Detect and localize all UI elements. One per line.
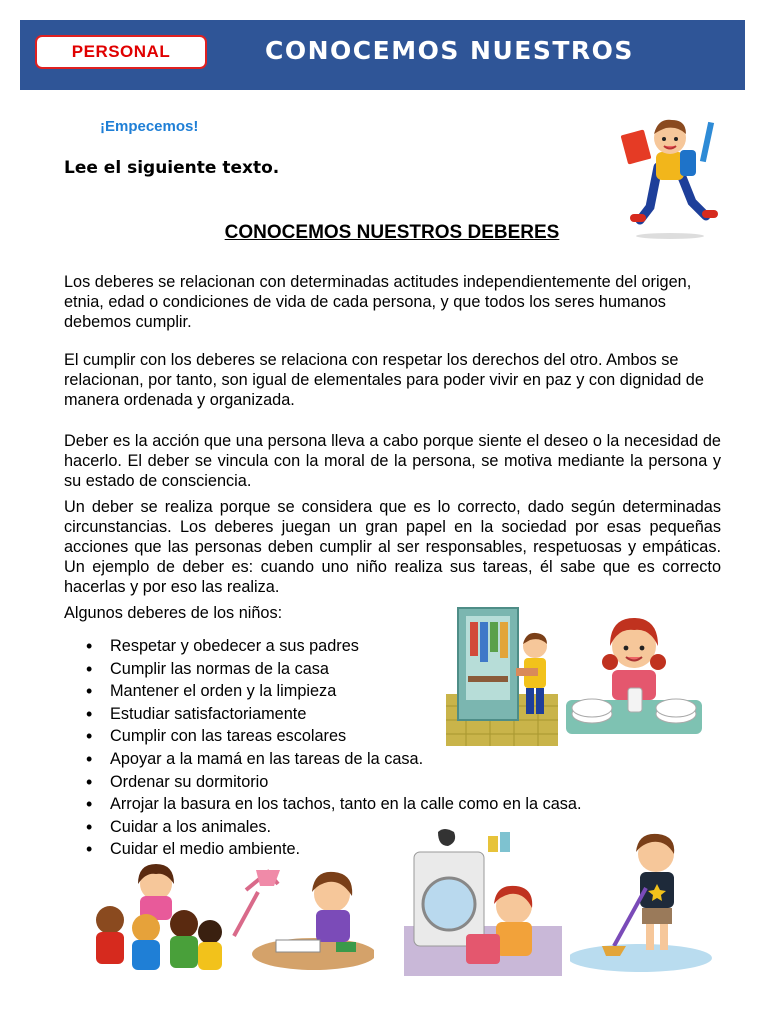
list-item: • Ordenar su dormitorio xyxy=(64,771,582,794)
subject-tag: PERSONAL xyxy=(35,35,207,69)
girl-washing-dishes-illustration xyxy=(566,610,702,744)
header-title: CONOCEMOS NUESTROS xyxy=(265,36,634,65)
list-item: • Mantener el orden y la limpieza xyxy=(64,680,582,703)
boy-with-book-illustration xyxy=(620,112,720,240)
list-item: • Cumplir las normas de la casa xyxy=(64,658,582,681)
list-item: • Estudiar satisfactoriamente xyxy=(64,703,582,726)
paragraph-3: Deber es la acción que una persona lleva a cabo porque siente el deseo o la necesidad de hacerlo. El deber se vincula con la moral de la persona, se motiva mediante la persona y su estado de consciencia. xyxy=(64,432,721,490)
girl-doing-laundry-illustration xyxy=(404,826,562,976)
list-item: • Cuidar el medio ambiente. xyxy=(64,838,582,861)
girl-studying-illustration xyxy=(232,866,374,976)
list-item: • Respetar y obedecer a sus padres xyxy=(64,635,582,658)
list-item: • Arrojar la basura en los tachos, tanto en la calle como en la casa. xyxy=(64,793,582,816)
paragraph-2: El cumplir con los deberes se relaciona con respetar los derechos del otro. Ambos se relacionan, por tanto, son igual de elementales para poder vivir en paz y con dignidad de manera ordenada y organizada. xyxy=(64,351,704,409)
header-banner xyxy=(20,20,745,90)
list-item: • Cumplir con las tareas escolares xyxy=(64,725,582,748)
greeting-text: ¡Empecemos! xyxy=(100,118,199,135)
list-item: • Cuidar a los animales. xyxy=(64,816,582,839)
list-item: • Apoyar a la mamá en las tareas de la casa. xyxy=(64,748,582,771)
instruction-text: Lee el siguiente texto. xyxy=(64,158,280,178)
children-listening-teacher-illustration xyxy=(88,862,224,976)
paragraph-1: Los deberes se relacionan con determinadas actitudes independientemente del origen, etnia, edad o condiciones de vida de cada persona, y que todos los seres humanos debemos cumplir. xyxy=(64,273,692,331)
boy-mopping-illustration xyxy=(570,828,720,976)
paragraph-4: Un deber se realiza porque se considera que es lo correcto, dado según determinadas circunstancias. Los deberes juegan un gran papel en la sociedad por esas pequeñas acciones que las personas deben cumplir al ser responsables, respetuosas y empáticas. Un ejemplo de deber es: cuando uno niño realiza sus tareas, él sabe que es correcto hacerlas y por eso las realiza. xyxy=(64,498,721,596)
document-title: CONOCEMOS NUESTROS DEBERES xyxy=(224,222,560,243)
list-intro: Algunos deberes de los niños: xyxy=(64,604,283,622)
